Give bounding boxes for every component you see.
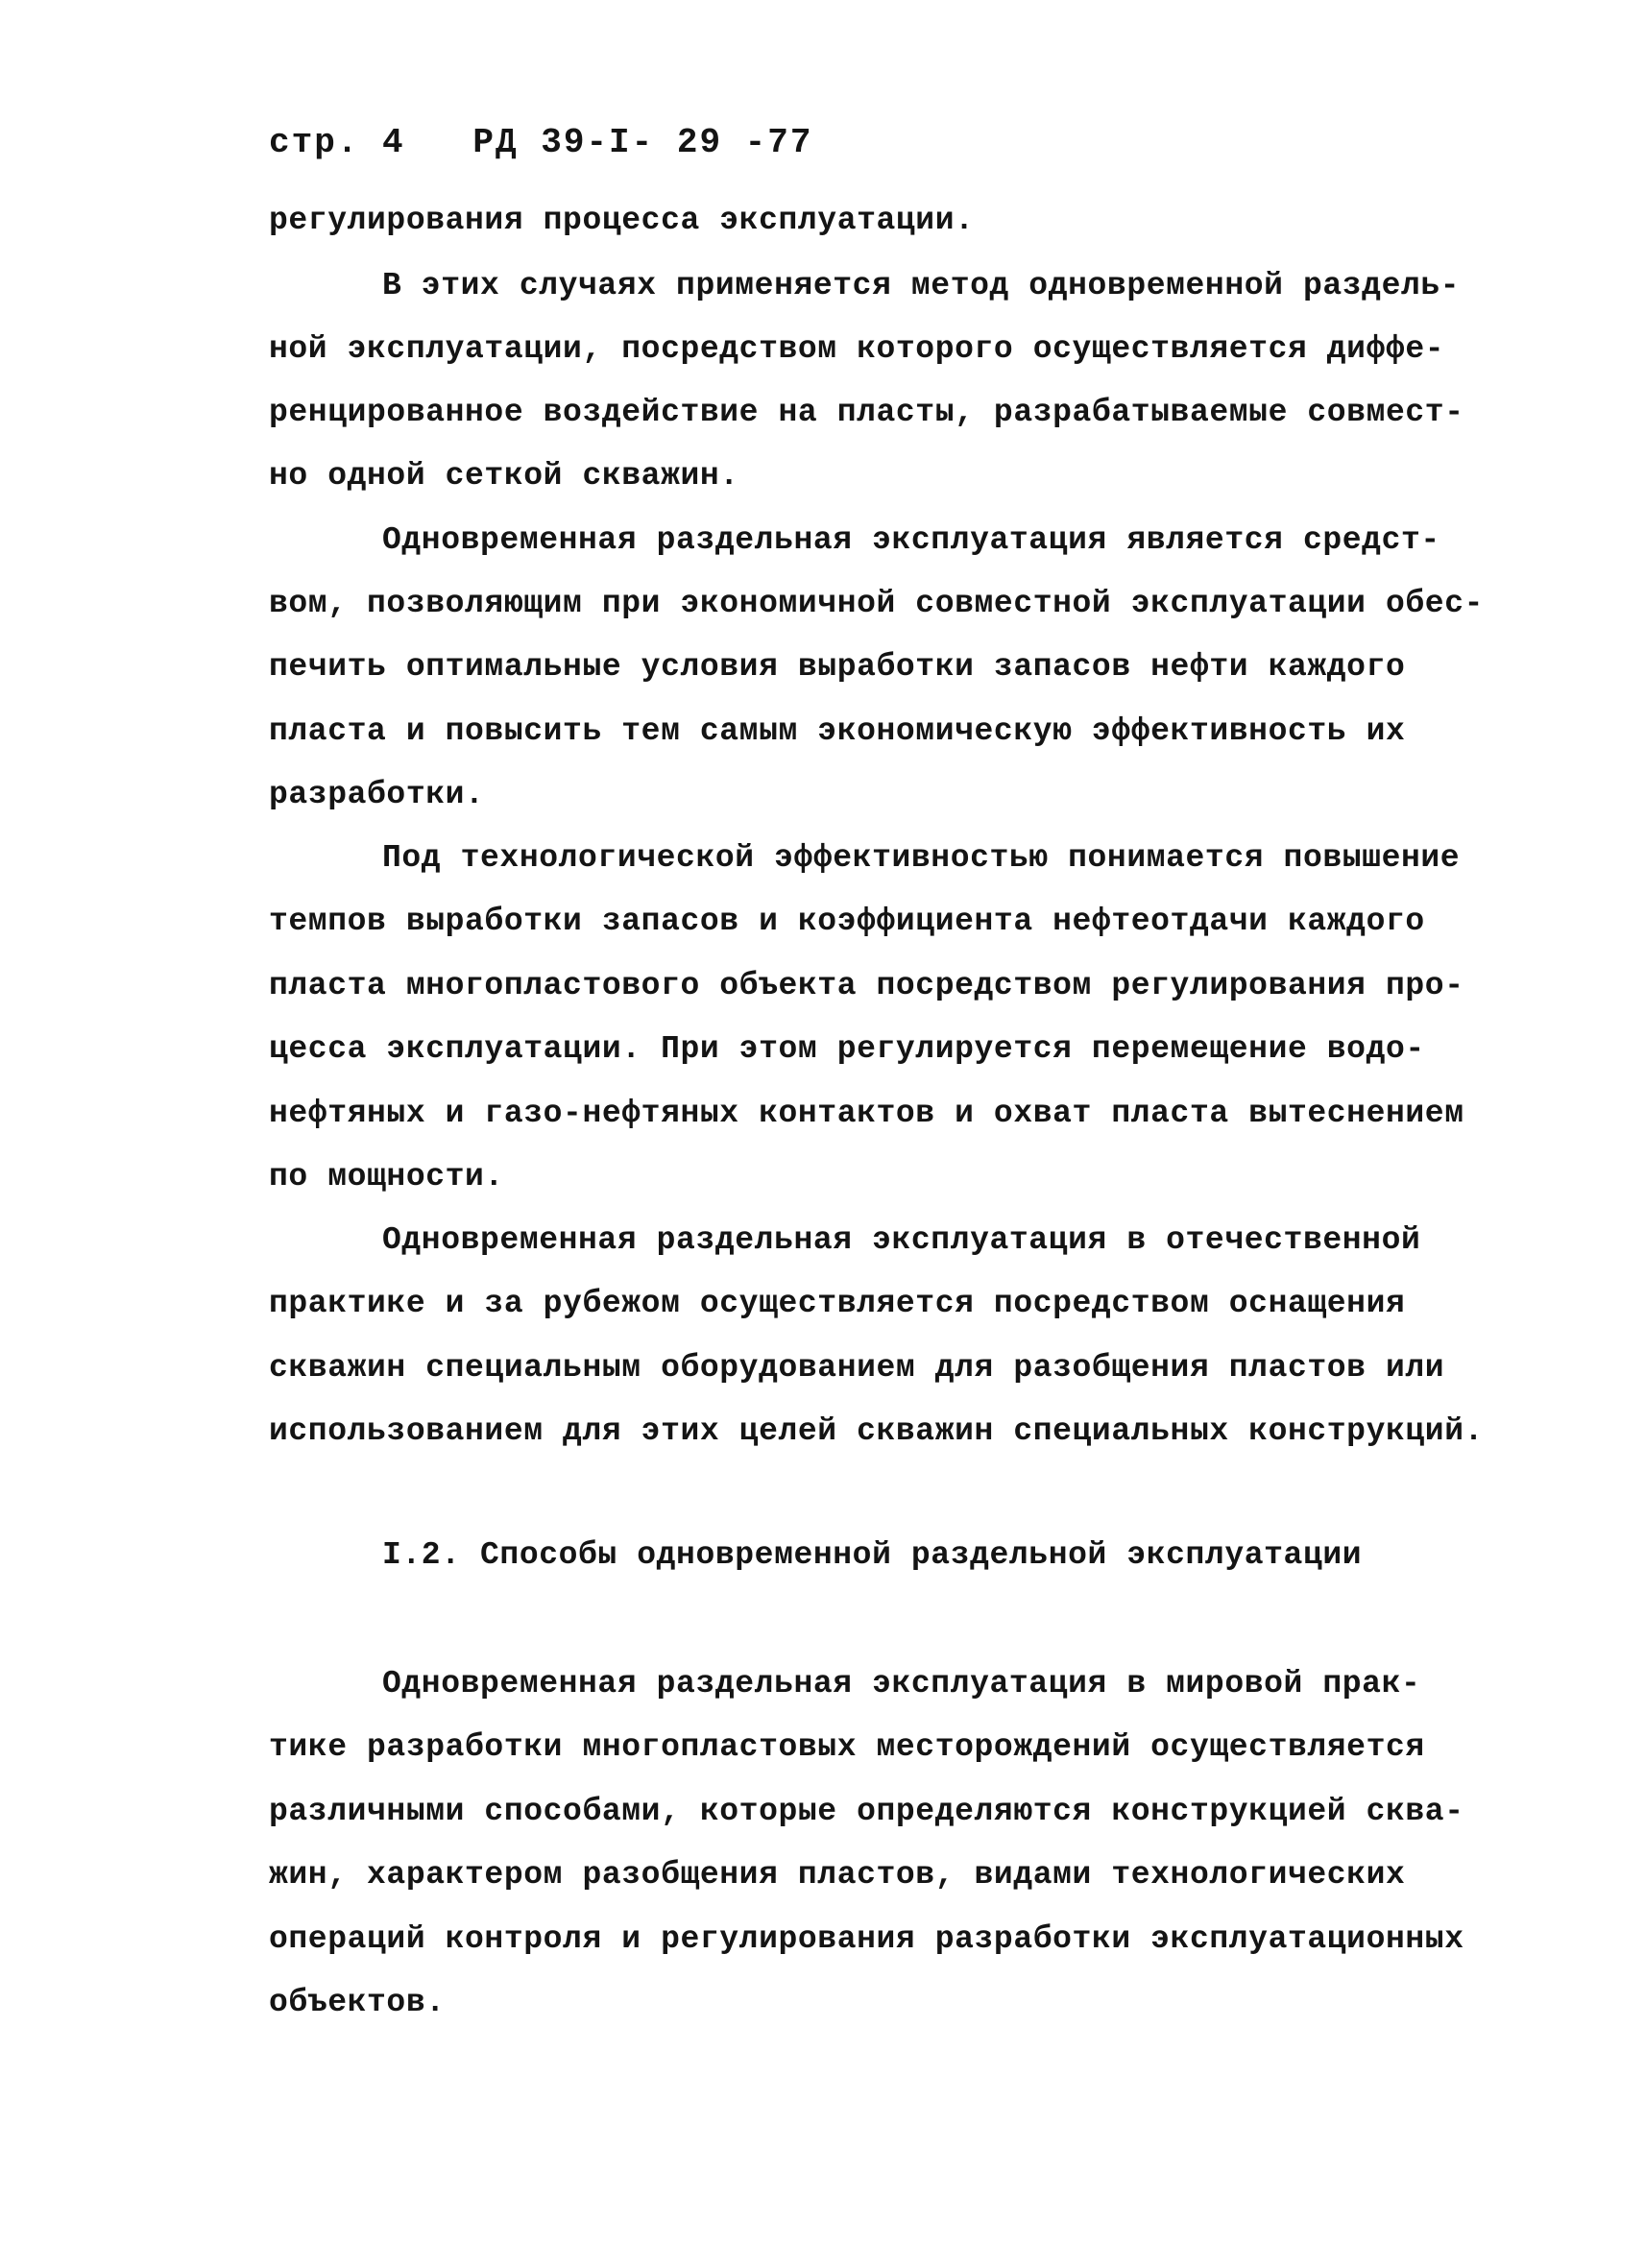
text-line: Одновременная раздельная эксплуатация в мировой прак-	[382, 1666, 1421, 1701]
text-line: нефтяных и газо-нефтяных контактов и охват пласта вытеснением	[269, 1096, 1464, 1131]
text-line: ренцированное воздействие на пласты, разрабатываемые совмест-	[269, 395, 1464, 430]
page-header: стр. 4 РД 39-I- 29 -77	[269, 123, 813, 162]
text-line: регулирования процесса эксплуатации.	[269, 203, 975, 238]
text-line: В этих случаях применяется метод одновременной раздель-	[382, 268, 1461, 303]
text-line: ной эксплуатации, посредством которого осуществляется диффе-	[269, 331, 1445, 367]
text-line: практике и за рубежом осуществляется посредством оснащения	[269, 1286, 1406, 1321]
text-line: пласта многопластового объекта посредством регулирования про-	[269, 968, 1464, 1003]
text-line: тике разработки многопластовых месторождений осуществляется	[269, 1729, 1425, 1765]
text-line: жин, характером разобщения пластов, видами технологических	[269, 1857, 1406, 1893]
section-heading: I.2. Способы одновременной раздельной эксплуатации	[382, 1537, 1363, 1573]
text-line: Одновременная раздельная эксплуатация в отечественной	[382, 1222, 1421, 1258]
text-line: объектов.	[269, 1985, 446, 2020]
text-line: использованием для этих целей скважин специальных конструкций.	[269, 1413, 1484, 1449]
text-line: темпов выработки запасов и коэффициента нефтеотдачи каждого	[269, 904, 1425, 939]
text-line: но одной сеткой скважин.	[269, 458, 739, 494]
text-line: по мощности.	[269, 1159, 504, 1194]
text-line: операций контроля и регулирования разработки эксплуатационных	[269, 1921, 1464, 1957]
text-line: цесса эксплуатации. При этом регулируется перемещение водо-	[269, 1031, 1425, 1067]
text-line: различными способами, которые определяются конструкцией сква-	[269, 1794, 1464, 1829]
text-line: скважин специальным оборудованием для разобщения пластов или	[269, 1350, 1445, 1386]
text-line: Под технологической эффективностью понимается повышение	[382, 840, 1461, 876]
text-line: разработки.	[269, 777, 485, 812]
text-line: пласта и повысить тем самым экономическую эффективность их	[269, 713, 1406, 749]
text-line: печить оптимальные условия выработки запасов нефти каждого	[269, 649, 1406, 685]
text-line: вом, позволяющим при экономичной совместной эксплуатации обес-	[269, 586, 1484, 621]
text-line: Одновременная раздельная эксплуатация является средст-	[382, 522, 1440, 558]
